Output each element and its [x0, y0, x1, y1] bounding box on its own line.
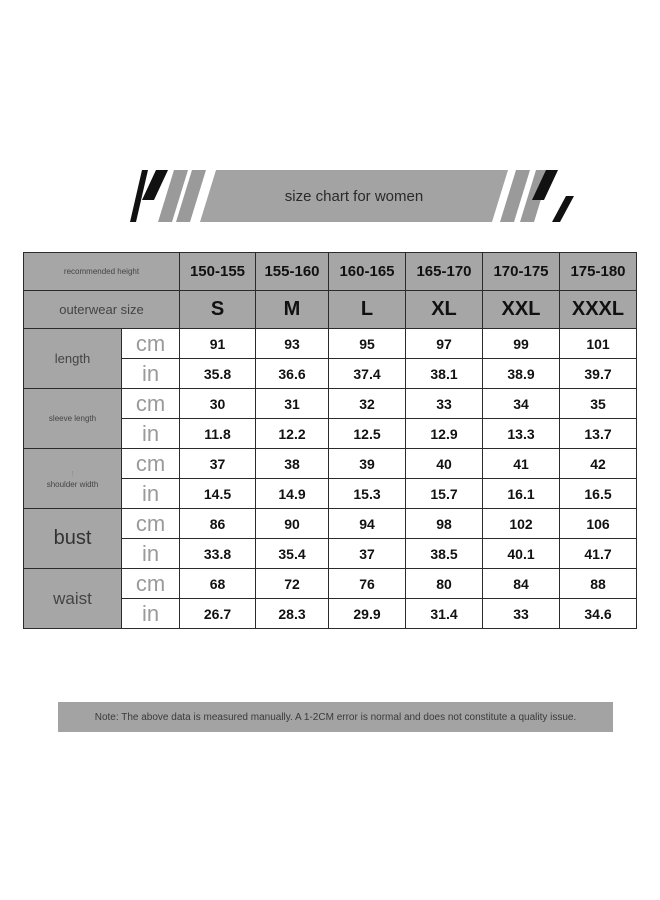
- value-cell: 16.1: [483, 479, 560, 509]
- value-cell: 31.4: [406, 599, 483, 629]
- right-stripe-black-2: [552, 196, 574, 222]
- unit-in: in: [122, 359, 180, 389]
- value-cell: 15.7: [406, 479, 483, 509]
- measurement-label: bust: [24, 509, 122, 569]
- value-cell: 31: [256, 389, 329, 419]
- unit-cm: cm: [122, 329, 180, 359]
- value-cell: 84: [483, 569, 560, 599]
- value-cell: 12.2: [256, 419, 329, 449]
- value-cell: 88: [560, 569, 637, 599]
- value-cell: 14.9: [256, 479, 329, 509]
- chart-title: size chart for women: [284, 187, 424, 205]
- value-cell: 37.4: [329, 359, 406, 389]
- value-cell: 33: [483, 599, 560, 629]
- value-cell: 72: [256, 569, 329, 599]
- unit-cm: cm: [122, 569, 180, 599]
- size-chart-table: [23, 252, 637, 629]
- arrow-up-icon: ↑: [70, 467, 75, 478]
- value-cell: 99: [483, 329, 560, 359]
- height-range: 155-160: [256, 253, 329, 291]
- value-cell: 106: [560, 509, 637, 539]
- value-cell: 93: [256, 329, 329, 359]
- value-cell: 35: [560, 389, 637, 419]
- value-cell: 34.6: [560, 599, 637, 629]
- unit-in: in: [122, 479, 180, 509]
- value-cell: 37: [329, 539, 406, 569]
- measurement-label-cell: [24, 449, 122, 509]
- value-cell: 28.3: [256, 599, 329, 629]
- height-range: 165-170: [406, 253, 483, 291]
- value-cell: 68: [180, 569, 256, 599]
- value-cell: 26.7: [180, 599, 256, 629]
- value-cell: 14.5: [180, 479, 256, 509]
- value-cell: 12.5: [329, 419, 406, 449]
- size-row: [24, 291, 637, 329]
- value-cell: 35.8: [180, 359, 256, 389]
- value-cell: 32: [329, 389, 406, 419]
- value-cell: 90: [256, 509, 329, 539]
- value-cell: 97: [406, 329, 483, 359]
- height-row: [24, 253, 637, 291]
- value-cell: 35.4: [256, 539, 329, 569]
- value-cell: 38.1: [406, 359, 483, 389]
- measurement-row-cm: [24, 389, 637, 419]
- size-name: L: [329, 291, 406, 329]
- measurement-label: length: [24, 329, 122, 389]
- measurement-row-cm: [24, 329, 637, 359]
- value-cell: 40: [406, 449, 483, 479]
- size-name: S: [180, 291, 256, 329]
- value-cell: 15.3: [329, 479, 406, 509]
- value-cell: 76: [329, 569, 406, 599]
- unit-in: in: [122, 419, 180, 449]
- size-name: XXXL: [560, 291, 637, 329]
- unit-in: in: [122, 599, 180, 629]
- value-cell: 34: [483, 389, 560, 419]
- height-range: 175-180: [560, 253, 637, 291]
- value-cell: 42: [560, 449, 637, 479]
- value-cell: 33: [406, 389, 483, 419]
- value-cell: 16.5: [560, 479, 637, 509]
- height-range: 150-155: [180, 253, 256, 291]
- value-cell: 29.9: [329, 599, 406, 629]
- value-cell: 95: [329, 329, 406, 359]
- value-cell: 11.8: [180, 419, 256, 449]
- value-cell: 36.6: [256, 359, 329, 389]
- value-cell: 102: [483, 509, 560, 539]
- height-label: recommended height: [24, 253, 180, 291]
- size-name: XXL: [483, 291, 560, 329]
- value-cell: 91: [180, 329, 256, 359]
- value-cell: 80: [406, 569, 483, 599]
- unit-in: in: [122, 539, 180, 569]
- value-cell: 38.9: [483, 359, 560, 389]
- value-cell: 98: [406, 509, 483, 539]
- value-cell: 13.7: [560, 419, 637, 449]
- value-cell: 39: [329, 449, 406, 479]
- value-cell: 40.1: [483, 539, 560, 569]
- unit-cm: cm: [122, 509, 180, 539]
- measurement-label: sleeve length: [24, 389, 122, 449]
- value-cell: 13.3: [483, 419, 560, 449]
- measurement-row-cm: [24, 449, 637, 479]
- size-name: XL: [406, 291, 483, 329]
- size-label: outerwear size: [24, 291, 180, 329]
- size-name: M: [256, 291, 329, 329]
- value-cell: 86: [180, 509, 256, 539]
- unit-cm: cm: [122, 389, 180, 419]
- height-range: 160-165: [329, 253, 406, 291]
- measurement-note: Note: The above data is measured manually. A 1-2CM error is normal and does not constitute a quality issue.: [58, 702, 613, 732]
- measurement-label: shoulder width: [46, 479, 99, 489]
- value-cell: 101: [560, 329, 637, 359]
- unit-cm: cm: [122, 449, 180, 479]
- measurement-row-cm: [24, 569, 637, 599]
- value-cell: 30: [180, 389, 256, 419]
- value-cell: 12.9: [406, 419, 483, 449]
- measurement-row-cm: [24, 509, 637, 539]
- value-cell: 33.8: [180, 539, 256, 569]
- value-cell: 38.5: [406, 539, 483, 569]
- value-cell: 41.7: [560, 539, 637, 569]
- value-cell: 38: [256, 449, 329, 479]
- value-cell: 94: [329, 509, 406, 539]
- height-range: 170-175: [483, 253, 560, 291]
- value-cell: 41: [483, 449, 560, 479]
- title-banner: [128, 170, 576, 222]
- measurement-label: waist: [24, 569, 122, 629]
- value-cell: 37: [180, 449, 256, 479]
- value-cell: 39.7: [560, 359, 637, 389]
